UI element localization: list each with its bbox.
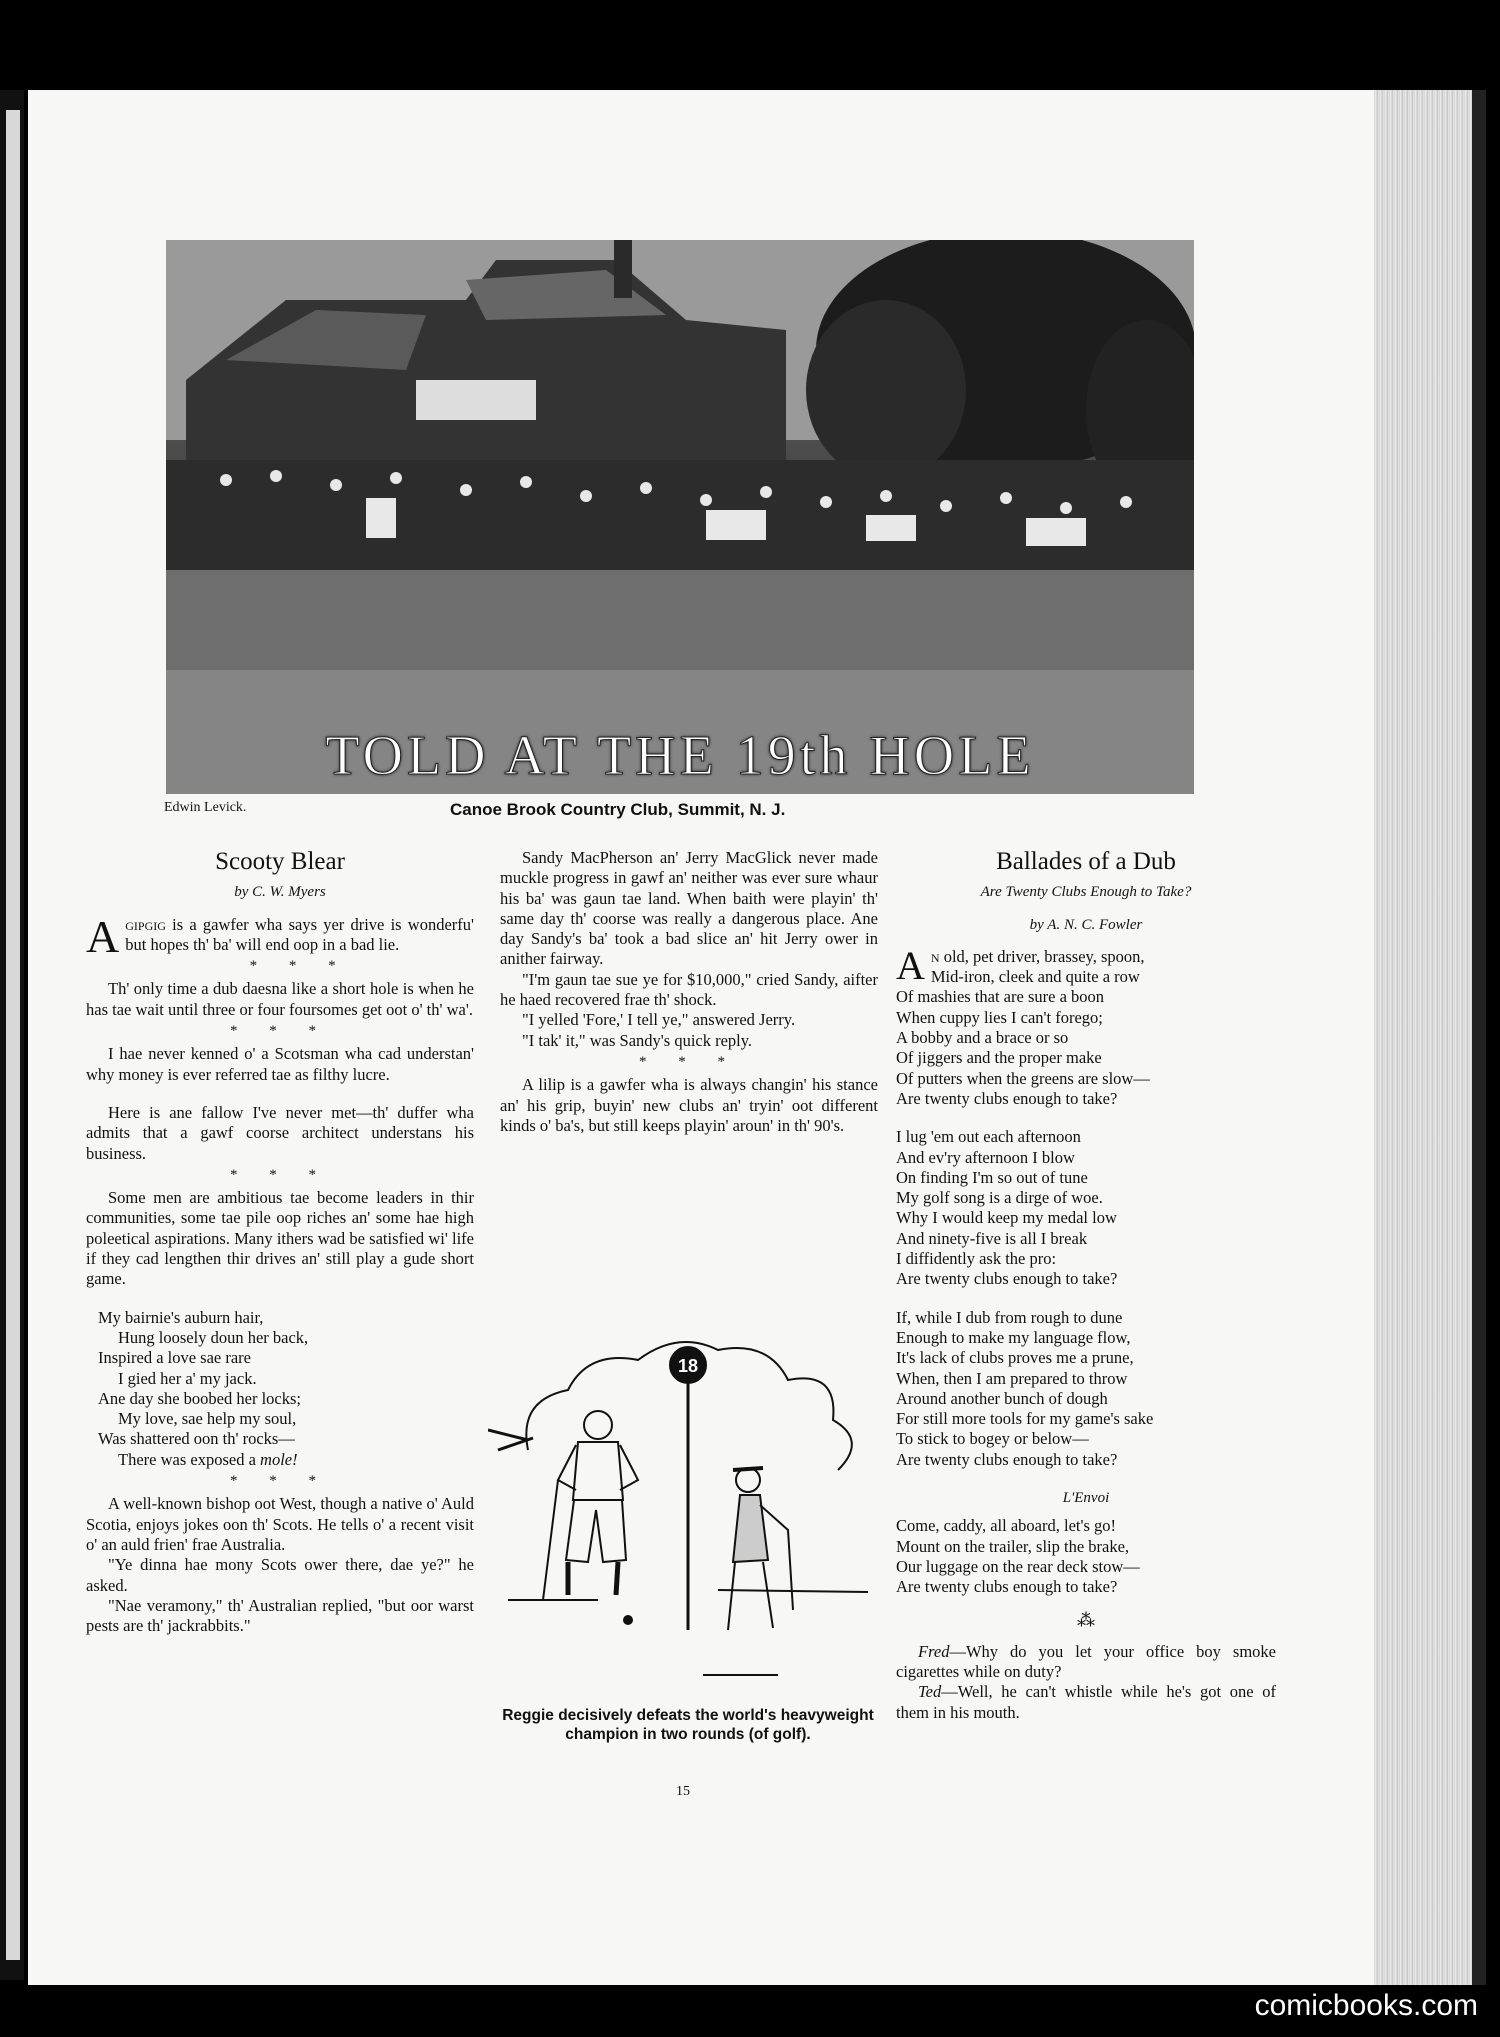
poem-line: When, then I am prepared to throw	[896, 1368, 1128, 1388]
poem-line: And ev'ry afternoon I blow	[896, 1147, 1075, 1167]
poem-line: I gied her a' my jack.	[118, 1368, 257, 1388]
dialogue-text: —Why do you let your office boy smoke cigarettes while on duty?	[896, 1641, 1276, 1682]
scooty-paragraph-5: Some men are ambitious tae become leaders in thir communities, some tae pile oop riches an' some hae high poleetical aspirations. Many ithers wad be satisfied wi' life if they cad lengthen thir drives an' still play a gude short game.	[86, 1188, 474, 1289]
sandy-paragraph-2: "I'm gaun tae sue ye for $10,000," cried Sandy, aifter he haed recovered frae th' shock.	[500, 969, 878, 1010]
poem-line: Of putters when the greens are slow—	[896, 1068, 1150, 1088]
separator-stars: * * *	[249, 958, 350, 975]
sandy-paragraph-1: Sandy MacPherson an' Jerry MacGlick never made muckle progress in gawf an' neither was ever sure whaur his ba' was gaun tae land. When baith were playin' th' same day th' coorse was really a dangerous place. Ane day Sandy's ba' took a bad slice an' hit Jerry ower in anither fairway.	[500, 848, 878, 969]
poem-line: Why I would keep my medal low	[896, 1208, 1117, 1228]
column-ballades	[896, 848, 1276, 1723]
cartoon-caption: Reggie decisively defeats the world's heavyweight champion in two rounds (of golf).	[502, 1707, 874, 1743]
speaker-name: Fred	[918, 1641, 950, 1661]
poem-line: Was shattered oon th' rocks—	[98, 1429, 295, 1449]
ballades-byline: by A. N. C. Fowler	[1029, 916, 1143, 933]
poem-line-text: There was exposed a	[118, 1449, 256, 1469]
poem-line: Are twenty clubs enough to take?	[896, 1449, 1118, 1469]
poem-line: And ninety-five is all I break	[896, 1228, 1088, 1248]
sandy-paragraph-5: A lilip is a gawfer wha is always changin' his stance an' his grip, buyin' new clubs an' tryin' oot different kinds o' ba's, but still keeps playin' aroun' in th' 90's.	[500, 1075, 878, 1135]
column-sandy	[500, 848, 878, 1136]
page-stack-shadow	[1472, 90, 1486, 1985]
lead-word: gipgig	[125, 914, 166, 934]
poem-line-text: old, pet driver, brassey, spoon,	[943, 946, 1145, 966]
poem-line: My golf song is a dirge of woe.	[896, 1188, 1103, 1208]
lead-word: n	[930, 946, 940, 966]
poem-line: When cuppy lies I can't forego;	[896, 1007, 1103, 1027]
envoi-title: L'Envoi	[1062, 1490, 1110, 1507]
drop-cap: A	[896, 942, 925, 988]
poem-line: Of jiggers and the proper make	[896, 1048, 1102, 1068]
ballades-subtitle: Are Twenty Clubs Enough to Take?	[980, 884, 1192, 901]
poem-line: If, while I dub from rough to dune	[896, 1307, 1123, 1327]
poem-line: Mid-iron, cleek and quite a row	[930, 967, 1140, 987]
poem-line: Are twenty clubs enough to take?	[896, 1088, 1118, 1108]
ballades-stanza-3	[896, 1308, 1276, 1470]
poem-line: A bobby and a brace or so	[896, 1028, 1069, 1048]
scooty-byline: by C. W. Myers	[234, 884, 326, 901]
ornament: ⁂	[1077, 1609, 1095, 1630]
separator-stars: * * *	[639, 1053, 739, 1070]
poem-line: On finding I'm so out of tune	[896, 1167, 1088, 1187]
scooty-paragraph-7: "Ye dinna hae mony Scots ower there, dae ye?" he asked.	[86, 1555, 474, 1595]
ted-line	[896, 1682, 1276, 1723]
poem-line-last	[86, 1450, 474, 1470]
separator-stars: * * *	[230, 1166, 330, 1183]
left-page-sliver	[6, 110, 20, 1960]
scooty-paragraph-6: A well-known bishop oot West, though a native o' Auld Scotia, enjoys jokes oon th' Scots. He tells o' a recent visit o' an auld frien' frae Australia.	[86, 1494, 474, 1554]
scooty-poem	[86, 1308, 474, 1470]
poem-line: Hung loosely doun her back,	[118, 1327, 309, 1347]
page-number: 15	[676, 1784, 690, 1799]
poem-line: It's lack of clubs proves me a prune,	[896, 1348, 1134, 1368]
poem-line: Inspired a love sae rare	[98, 1348, 252, 1368]
flag-number: 18	[677, 1356, 699, 1376]
poem-line: Are twenty clubs enough to take?	[896, 1577, 1118, 1597]
sandy-paragraph-3: "I yelled 'Fore,' I tell ye," answered Jerry.	[522, 1010, 796, 1030]
poem-line: Enough to make my language flow,	[896, 1327, 1131, 1347]
separator-stars: * * *	[230, 1473, 330, 1490]
golf-cartoon	[488, 1330, 888, 1702]
sandy-paragraph-4: "I tak' it," was Sandy's quick reply.	[522, 1030, 753, 1050]
scooty-paragraph-3: I hae never kenned o' a Scotsman wha cad understan' why money is ever referred tae as filthy lucre.	[86, 1044, 474, 1084]
poem-line: Ane day she boobed her locks;	[98, 1388, 301, 1408]
watermark: comicbooks.com	[1254, 1989, 1478, 2022]
page-stack-edge	[1374, 90, 1472, 1985]
poem-line: For still more tools for my game's sake	[896, 1409, 1154, 1429]
poem-emphasis: mole!	[260, 1449, 298, 1469]
poem-line: I diffidently ask the pro:	[896, 1249, 1057, 1269]
poem-line: Mount on the trailer, slip the brake,	[896, 1536, 1130, 1556]
country-club-photo	[166, 240, 1194, 794]
speaker-name: Ted	[918, 1682, 942, 1702]
poem-line: My love, sae help my soul,	[118, 1409, 297, 1429]
poem-line: Are twenty clubs enough to take?	[896, 1269, 1118, 1289]
poem-line: To stick to bogey or below—	[896, 1429, 1089, 1449]
scooty-paragraph-8: "Nae veramony," th' Australian replied, "but oor warst pests are th' jackrabbits."	[86, 1595, 474, 1636]
scooty-title: Scooty Blear	[215, 848, 345, 875]
drop-cap: A	[86, 910, 120, 962]
poem-line: I lug 'em out each afternoon	[896, 1127, 1081, 1147]
ballades-stanza-2	[896, 1127, 1276, 1289]
separator-stars: * * *	[230, 1023, 330, 1040]
paragraph-text: is a gawfer wha says yer drive is wonderfu' but hopes th' ba' will end oop in a bad lie.	[125, 914, 475, 954]
column-scooty-blear	[86, 848, 474, 1636]
scooty-paragraph-1	[86, 910, 475, 962]
ballades-title: Ballades of a Dub	[996, 848, 1176, 875]
poem-line: Our luggage on the rear deck stow—	[896, 1556, 1140, 1576]
photo-title: TOLD AT THE 19th HOLE	[325, 725, 1035, 787]
envoi-stanza	[896, 1516, 1276, 1597]
dialogue-text: —Well, he can't whistle while he's got one of them in his mouth.	[896, 1682, 1276, 1722]
ballades-stanza-1	[896, 942, 1276, 1109]
fred-line	[896, 1642, 1276, 1683]
photo-credit: Edwin Levick.	[164, 800, 247, 815]
scooty-paragraph-2: Th' only time a dub daesna like a short hole is when he has tae wait until three or four foursomes get oot o' th' wa'.	[86, 979, 474, 1019]
photo-caption: Canoe Brook Country Club, Summit, N. J.	[450, 800, 786, 819]
poem-line: Come, caddy, all aboard, let's go!	[896, 1516, 1117, 1536]
poem-line: Of mashies that are sure a boon	[896, 987, 1105, 1007]
scooty-paragraph-4: Here is ane fallow I've never met—th' duffer wha admits that a gawf coorse architect understans his business.	[86, 1102, 474, 1163]
poem-line: Around another bunch of dough	[896, 1388, 1108, 1408]
poem-line: My bairnie's auburn hair,	[98, 1307, 264, 1327]
